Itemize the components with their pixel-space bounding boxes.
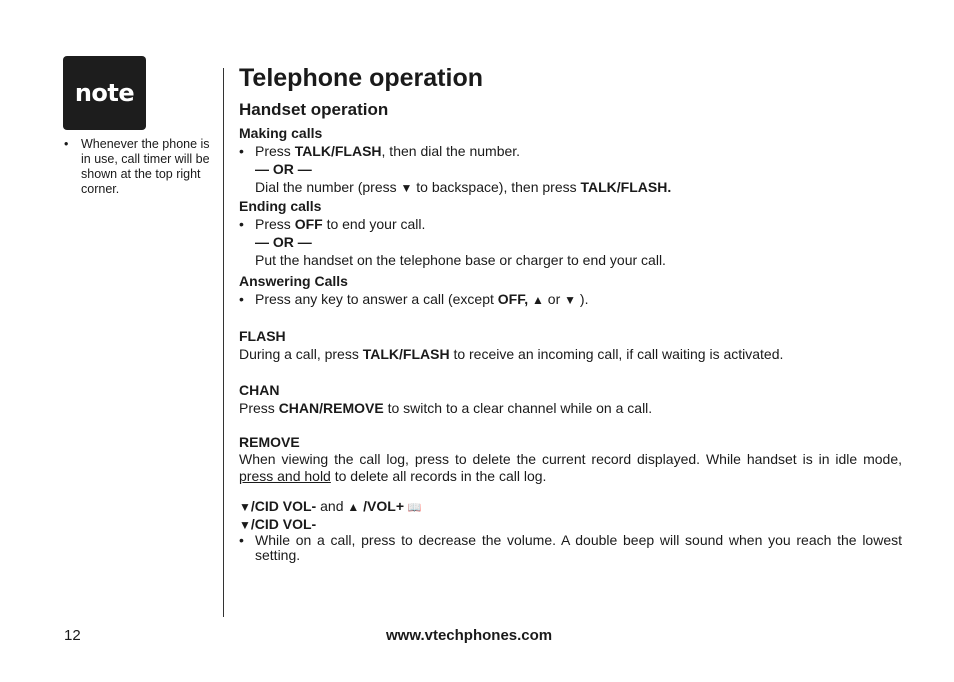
making-calls-or: — OR — xyxy=(255,161,312,177)
up-arrow-icon: ▲ xyxy=(532,293,544,307)
vol-subheading: ▼/CID VOL- xyxy=(239,516,317,532)
footer-url[interactable]: www.vtechphones.com xyxy=(386,627,553,644)
side-note-text: Whenever the phone is in use, call timer will be shown at the top right corner. xyxy=(81,137,210,196)
answering-calls-heading: Answering Calls xyxy=(239,273,348,289)
section-subtitle: Handset operation xyxy=(239,100,389,119)
ending-calls-alt: Put the handset on the telephone base or charger to end your call. xyxy=(255,252,666,268)
up-arrow-icon: ▲ xyxy=(347,500,360,514)
making-calls-step: • Press TALK/FLASH, then dial the number. xyxy=(239,142,902,160)
flash-text: During a call, press TALK/FLASH to receive an incoming call, if call waiting is activated. xyxy=(239,346,784,362)
phonebook-icon: 📖 xyxy=(407,502,422,514)
down-arrow-icon: ▼ xyxy=(564,293,577,307)
note-badge xyxy=(63,56,146,130)
making-calls-heading: Making calls xyxy=(239,125,323,141)
page-title: Telephone operation xyxy=(239,64,483,92)
flash-heading: FLASH xyxy=(239,328,286,344)
vol-text: • While on a call, press to decrease the volume. A double beep will sound when you reach the lowest setting. xyxy=(239,533,902,563)
chan-text: Press CHAN/REMOVE to switch to a clear channel while on a call. xyxy=(239,400,653,416)
ending-calls-step: • Press OFF to end your call. xyxy=(239,215,902,233)
page-number: 12 xyxy=(64,627,81,644)
remove-heading: REMOVE xyxy=(239,434,300,450)
note-label: note xyxy=(74,79,135,107)
remove-text: When viewing the call log, press to delete the current record displayed. While handset is in idle mode, press and hold to delete all records in the call log. xyxy=(239,451,902,484)
down-arrow-icon: ▼ xyxy=(239,518,251,532)
making-calls-alt: Dial the number (press ▼ to backspace), then press TALK/FLASH. xyxy=(255,179,672,195)
column-divider xyxy=(223,68,224,617)
answering-calls-step: • Press any key to answer a call (except OFF, ▲ or ▼ ). xyxy=(239,290,902,309)
ending-calls-or: — OR — xyxy=(255,234,312,250)
ending-calls-heading: Ending calls xyxy=(239,198,322,214)
vol-heading: ▼/CID VOL- and ▲ /VOL+ 📖 xyxy=(239,498,422,514)
chan-heading: CHAN xyxy=(239,382,280,398)
down-arrow-icon: ▼ xyxy=(239,500,251,514)
main-content xyxy=(239,61,902,563)
down-arrow-icon: ▼ xyxy=(400,181,413,195)
side-note-bullet: • xyxy=(64,137,69,151)
